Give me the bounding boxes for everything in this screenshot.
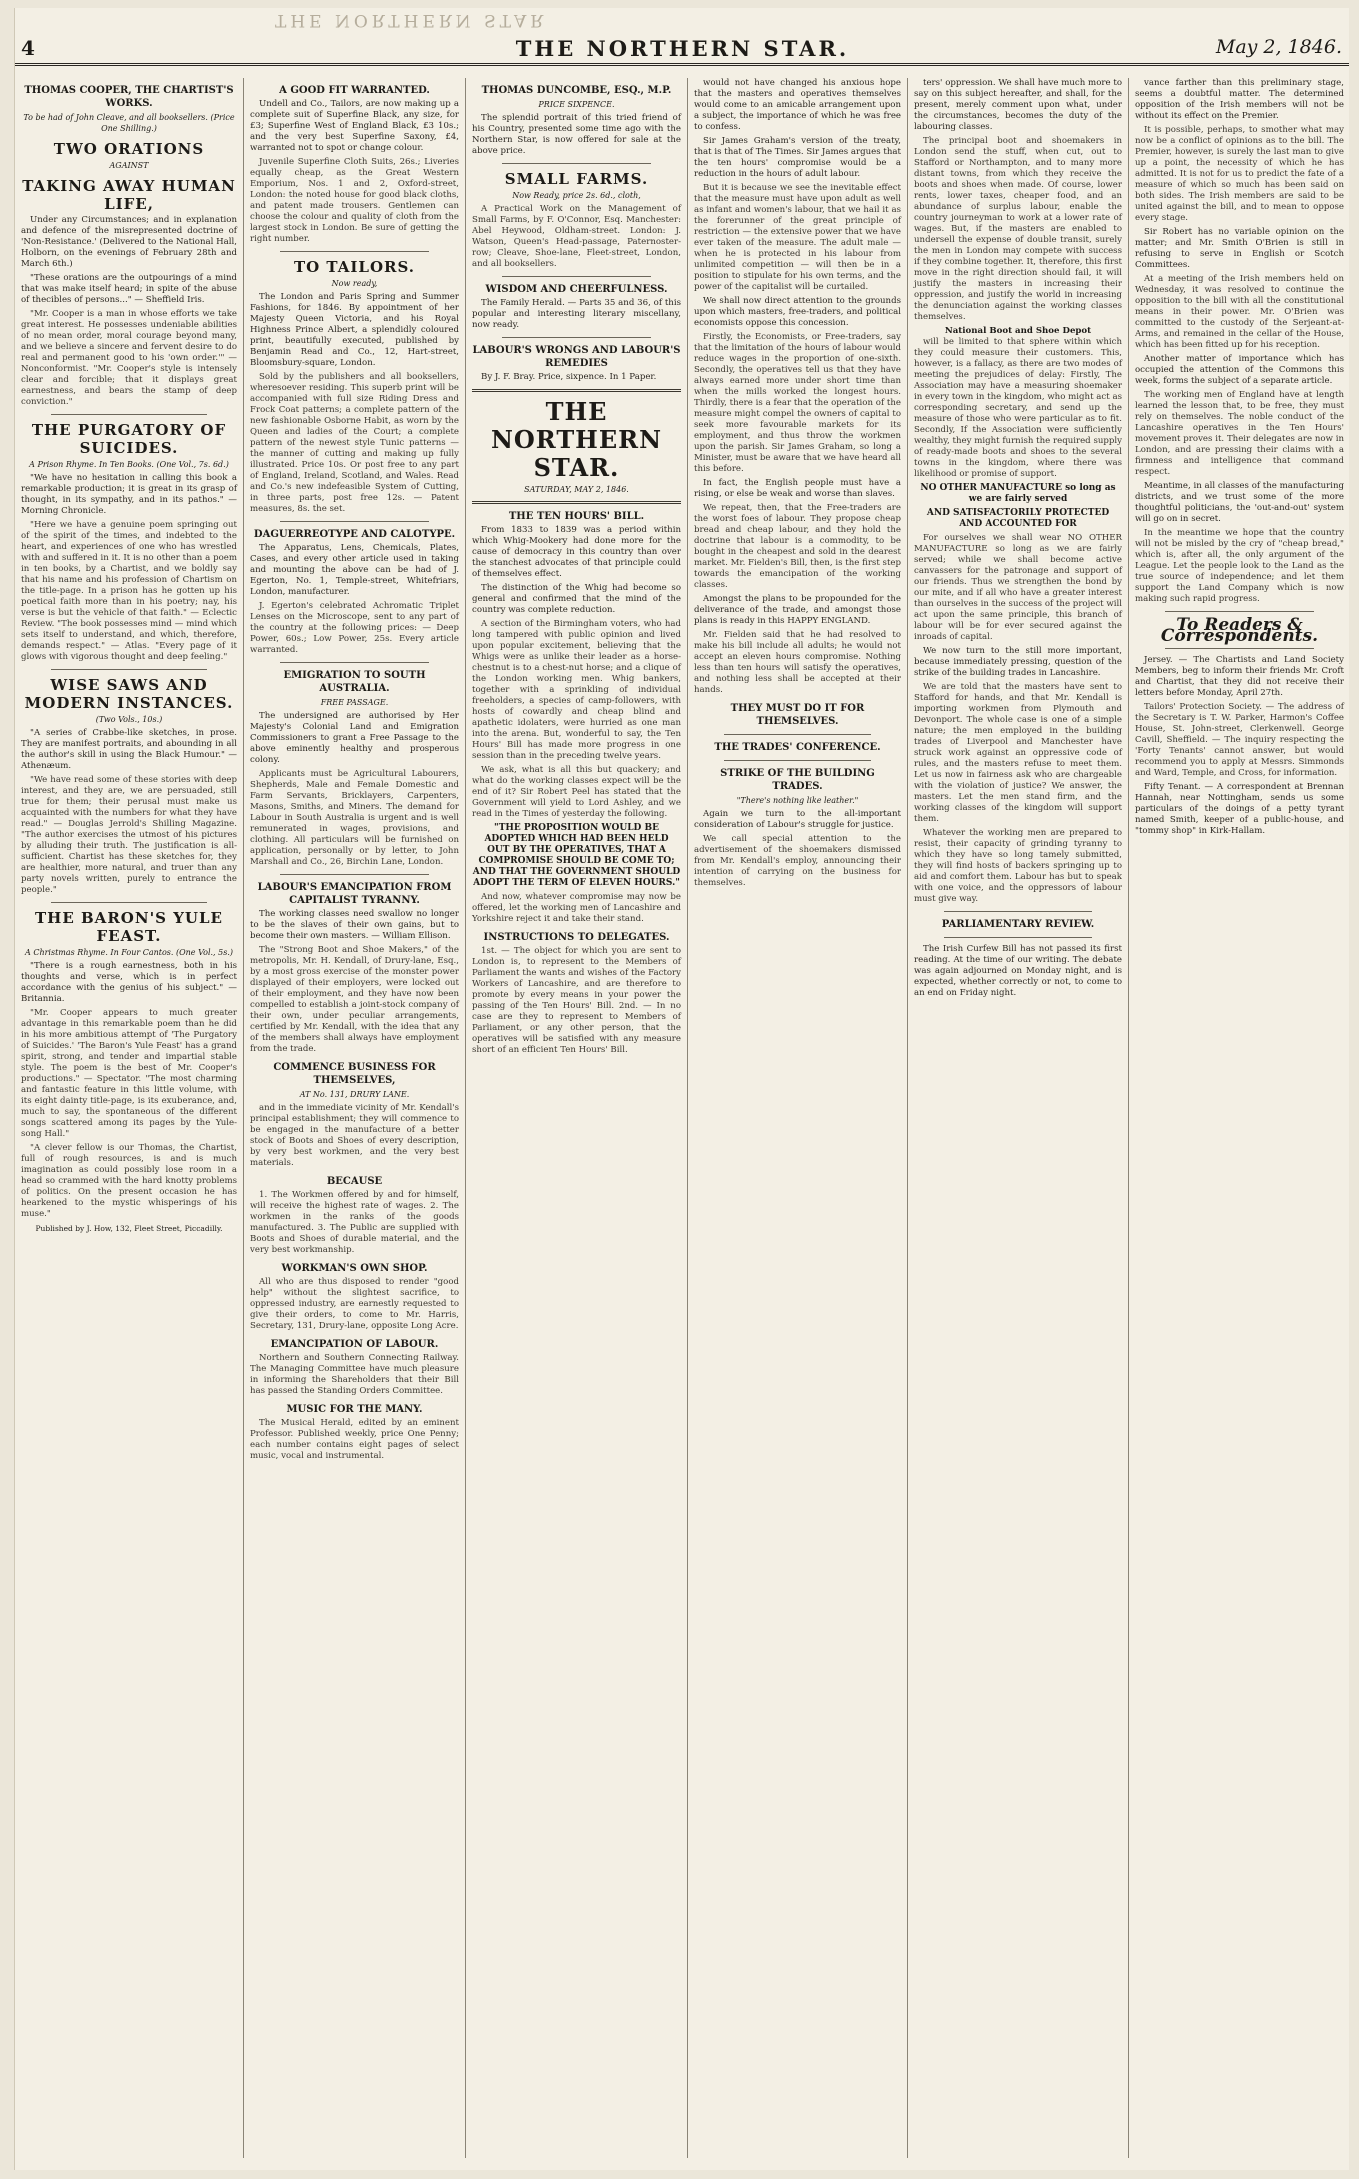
col6-text-4: Meantime, in all classes of the manufacturing districts, and we trust some of the more thoughtful politicians, the 'out-and-out' system will go on in secret. <box>1135 481 1344 524</box>
daguerreotype-heading: DAGUERREOTYPE AND CALOTYPE. <box>253 529 456 540</box>
because-heading: BECAUSE <box>326 1176 383 1187</box>
emigration-text: The undersigned are authorised by Her Majesty's Colonial Land and Emigration Commissioners to grant a Free Passage to the above eminently healthy and prosperous colony. <box>250 711 459 765</box>
masthead <box>472 398 681 495</box>
cooper-works-heading: THOMAS COOPER, THE CHARTIST'S WORKS. <box>24 85 234 109</box>
column-2 <box>243 78 465 2158</box>
music-heading: MUSIC FOR THE MANY. <box>286 1404 423 1415</box>
divider <box>472 389 681 392</box>
filler-text: Firstly, the Economists, or Free-traders, say that the limitation of the hours of labour would reduce wages in the proportion of one-sixth. Secondly, the operatives tell us that they have always earned more under short time than when the mills worked the longest hours. Thirdly, there is a fear that the operation of the measure might compel the owners of capital to seek more favourable markets for its employment, and thus throw the workmen upon the parish. Sir James Graham, so long a Minister, must be aware that we have heard all this before. <box>694 332 901 474</box>
filler-text: And now, whatever compromise may now be offered, let the working men of Lancashire and Yorkshire reject it and take their stand. <box>472 892 681 924</box>
col4-text-5: Amongst the plans to be propounded for the deliverance of the trade, and amongst those plans is ready in this HAPPY ENGLAND. <box>694 594 901 626</box>
col5-text-1: ters' oppression. We shall have much more to say on this subject hereafter, and shall, for the present, merely comment upon what, under the circumstances, becomes the duty of the labouring classes. <box>914 78 1122 132</box>
filler-text: We repeat, then, that the Free-traders are the worst foes of labour. They propose cheap bread and cheap labour, and they hold the doctrine that labour is a commodity, to be bought in the cheapest and sold in the dearest market. Mr. Fielden's Bill, then, is the first step towards the emancipation of the working classes. <box>694 503 901 590</box>
page-number: 4 <box>21 36 35 60</box>
correspondent-jersey: Jersey. — The Chartists and Land Society Members, beg to inform their friends Mr. Croft and Chartist, that they did not receive their letters before Monday, April 27th. <box>1135 655 1344 698</box>
column-6 <box>1128 78 1349 2158</box>
newspaper-page <box>14 8 1349 2170</box>
ten-hours-text-2: The distinction of the Whig had become so general and confirmed that the mind of the country was complete reduction. <box>472 583 681 615</box>
filler-text: We call special attention to the advertisement of the shoemakers dismissed from Mr. Kendall's employ, announcing their intention of carrying on the business for themselves. <box>694 834 901 888</box>
small-farms-heading: SMALL FARMS. <box>504 170 649 188</box>
wise-saws-review: "A series of Crabbe-like sketches, in prose. They are manifest portraits, and abounding in all the author's skill in using the Black Humour." — Athenæum. <box>21 728 237 771</box>
good-fit-text: Undell and Co., Tailors, are now making up a complete suit of Superfine Black, any size, for £3; Superfine West of England Black, £3 10s.; and the very best Superfine Saxony, £4, warranted not to spot or change colour. <box>250 99 459 153</box>
daguerreotype-text: The Apparatus, Lens, Chemicals, Plates, Cases, and every other article used in taking and mounting the above can be had of J. Egerton, No. 1, Temple-street, Whitefriars, London, manufacturer. <box>250 543 459 597</box>
wisdom-text: The Family Herald. — Parts 35 and 36, of this popular and interesting literary miscellany, now ready. <box>472 298 681 330</box>
filler-text: "A clever fellow is our Thomas, the Chartist, full of rough resources, is and is much imagination as could possibly lose room in a head so crammed with the hard knotty problems of politics. On the present occasion he has hearkened to the mystic whisperings of his muse." <box>21 1143 237 1219</box>
filler-text: "Mr. Cooper is a man in whose efforts we take great interest. He possesses undeniable abilities of no mean order, moral courage beyond many, and we believe a sincere and fervent desire to do real and permanent good to his 'own order.'" — Nonconformist. "Mr. Cooper's style is intensely clear and forcible; that it displays great earnestness, and bears the stamp of deep conviction." <box>21 309 237 407</box>
to-tailors-heading: TO TAILORS. <box>293 258 416 276</box>
col4-text-2: Sir James Graham's version of the treaty, that is that of The Times. Sir James argues that the ten hours' compromise would be a reduction in the hours of adult labour. <box>694 136 901 179</box>
filler-text: All who are thus disposed to render "good help" without the slightest sacrifice, to oppressed industry, are earnestly requested to give their orders, to come to Mr. Harris, Secretary, 131, Drury-lane, opposite Long Acre. <box>250 1277 459 1331</box>
against-label: AGAINST <box>109 161 149 170</box>
divider <box>502 276 651 277</box>
emancipation-labour-heading: EMANCIPATION OF LABOUR. <box>270 1339 439 1350</box>
filler-text: The Musical Herald, edited by an eminent Professor. Published weekly, price One Penny; each number contains eight pages of select music, vocal and instrumental. <box>250 1418 459 1461</box>
filler-text: 1. The Workmen offered by and for himself, will receive the highest rate of wages. 2. The workmen in the ranks of the goods manufactured. 3. The Public are supplied with Boots and Shoes of durable material, and the very best workmanship. <box>250 1190 459 1255</box>
filler-text: "Here we have a genuine poem springing out of the spirit of the times, and indebted to the heart, and experiences of one who has wrestled with and suffered in it. It is no other than a poem in ten books, by a Chartist, and we boldly say that his name and his profession of Chartism on the title-page. In a prison has he gotten up his poetical faith more than in his poetry; nay, his verse is but the vehicle of that faith." — Eclectic Review. "The book possesses mind — mind which sets itself to understand, and which, therefore, demands respect." — Atlas. "Every page of it glows with vigorous thought and deep feeling." <box>21 520 237 662</box>
small-farms-sub: Now Ready, price 2s. 6d., cloth, <box>512 191 641 200</box>
column-5 <box>907 78 1128 2158</box>
ten-hours-heading: THE TEN HOURS' BILL. <box>508 511 645 522</box>
strike-heading: STRIKE OF THE BUILDING TRADES. <box>720 768 875 792</box>
two-orations-heading: TWO ORATIONS <box>53 140 205 158</box>
col4-text-1: would not have changed his anxious hope that the masters and operatives themselves would come to an amicable arrangement upon a subject, the importance of which he was free to confess. <box>694 78 901 132</box>
divider <box>1165 648 1314 649</box>
filler-text: 1st. — The object for which you are sent to London is, to represent to the Members of Parliament the wants and wishes of the Factory Workers of Lancashire, and are therefore to promote by every means in your power the passing of the Ten Hours' Bill. 2nd. — In no case are they to represent to Members of Parliament, or any other person, that the operatives will be satisfied with any measure short of an efficient Ten Hours' Bill. <box>472 946 681 1055</box>
correspondents-heading: To Readers & Correspondents. <box>1160 615 1319 646</box>
column-1 <box>15 78 243 2158</box>
filler-text: and in the immediate vicinity of Mr. Kendall's principal establishment; they will commence to be engaged in the manufacture of a better stock of Boots and Shoes of every description, by very best workmen, and the very best materials. <box>250 1103 459 1168</box>
columns <box>15 78 1349 2158</box>
column-3 <box>465 78 687 2158</box>
filler-text: We ask, what is all this but quackery; and what do the working classes expect will be the end of it? Sir Robert Peel has stated that the Government will yield to Lord Ashley, and we read in the Times of yesterday the following. <box>472 765 681 819</box>
divider <box>944 937 1092 938</box>
emigration-sub: FREE PASSAGE. <box>320 698 389 707</box>
labours-wrongs-heading: LABOUR'S WRONGS AND LABOUR'S REMEDIES <box>472 345 681 369</box>
column-4 <box>687 78 907 2158</box>
filler-text: Juvenile Superfine Cloth Suits, 26s.; Liveries equally cheap, as the Great Western Emporium, Nos. 1 and 2, Oxford-street, London: the noted house for good black cloths, and patent made trousers. Gentlemen can choose the colour and quality of cloth from the largest stock in London. Be sure of getting the right number. <box>250 157 459 244</box>
filler-text: The "Strong Boot and Shoe Makers," of the metropolis, Mr. H. Kendall, of Drury-lane, Esq., by a most gross exercise of the monster power displayed of their employers, were locked out of their employment, and they have now been compelled to establish a joint-stock company of their own, under peculiar arrangements, certified by Mr. Kendall, with the idea that any of the members shall always have employment from the trade. <box>250 945 459 1054</box>
col4-text-4: In fact, the English people must have a rising, or else be weak and worse than slaves. <box>694 478 901 499</box>
divider <box>280 521 429 522</box>
filler-text: Tailors' Protection Society. — The address of the Secretary is T. W. Parker, Harmon's Coffee House, St. John-street, Clerkenwell. George Cavill, Sheffield. — The inquiry respecting the 'Forty Tenants' cannot answer, but would recommend you to apply at Messrs. Simmonds and Ward, Temple, and Cross, for information. <box>1135 702 1344 778</box>
divider <box>1165 611 1314 612</box>
yule-feast-review: "There is a rough earnestness, both in his thoughts and verse, which is in perfect accordance with the genius of his subject." — Britannia. <box>21 961 237 1004</box>
masthead-date: SATURDAY, MAY 2, 1846. <box>524 485 629 494</box>
masthead-title: THE NORTHERN STAR. <box>490 397 663 482</box>
strike-text: Again we turn to the all-important consideration of Labour's struggle for justice. <box>694 809 901 830</box>
duncombe-heading: THOMAS DUNCOMBE, ESQ., M.P. <box>481 85 672 96</box>
filler-text: Mr. Fielden said that he had resolved to make his bill include all adults; he would not accept an eleven hours compromise. Nothing less than ten hours will satisfy the operatives, and nothing less shall be accepted at their hands. <box>694 630 901 695</box>
divider <box>51 902 207 903</box>
divider <box>944 911 1092 912</box>
col6-text-2: Sir Robert has no variable opinion on the matter; and Mr. Smith O'Brien is still in refusing to serve in English or Scotch Committees. <box>1135 227 1344 270</box>
commence-business-heading: COMMENCE BUSINESS FOR THEMSELVES, <box>273 1062 436 1086</box>
yule-feast-heading: THE BARON'S YULE FEAST. <box>35 909 223 945</box>
divider <box>724 760 871 761</box>
col6-text-3: Another matter of importance which has occupied the attention of the Commons this week, forms the subject of a separate article. <box>1135 354 1344 386</box>
filler-text: It is possible, perhaps, to smother what may now be a conflict of opinions as to the bill. The Premier, however, is surely the last man to give up a point, the necessity of which he has admitted. It is not for us to predict the fate of a measure of which so much has been said on both sides. The Irish members are said to be united against the bill, and to mean to oppose every stage. <box>1135 125 1344 223</box>
labour-emancipation-text: The working classes need swallow no longer to be the slaves of their own gains, but to become their own masters. — William Ellison. <box>250 909 459 941</box>
filler-text: "We have read some of these stories with deep interest, and they are, we are persuaded, still true for them; their perusal must make us acquainted with the numbers for what they have read." — Douglas Jerrold's Shilling Magazine. "The author exercises the utmost of his pictures by alluding their truth. The justification is all-sufficient. Chartist has these sketches for, they are healthier, more natural, and truer than any party novels written, purely to entrance the people." <box>21 775 237 895</box>
orations-review: "These orations are the outpourings of a mind that was make itself heard; in spite of the abuse of thecibles of persons..." — Sheffield Iris. <box>21 273 237 305</box>
trades-conference-heading: THE TRADES' CONFERENCE. <box>714 742 881 753</box>
wisdom-heading: WISDOM AND CHEERFULNESS. <box>485 284 668 295</box>
to-tailors-text: The London and Paris Spring and Summer Fashions, for 1846. By appointment of her Majesty Queen Victoria, and his Royal Highness Prince Albert, a splendidly coloured print, beautifully executed, published by Benjamin Read and Co., 12, Hart-street, Bloomsbury-square, London. <box>250 292 459 368</box>
strike-sub: "There's nothing like leather." <box>736 796 859 805</box>
filler-text: "Mr. Cooper appears to much greater advantage in this remarkable poem than he did in his more ambitious attempt of 'The Purgatory of Suicides.' 'The Baron's Yule Feast' has a grand spirit, strong, and tender and impartial stable style. The poem is the best of Mr. Cooper's productions." — Spectator. "The most charming and fantastic feature in this little volume, with its eight dainty title-page, is its exuberance, and, much to say, the spontaneous of the different songs scattered among its pages by the Yule-song Hall." <box>21 1008 237 1139</box>
human-life-heading: TAKING AWAY HUMAN LIFE, <box>22 177 236 213</box>
filler-text: A Practical Work on the Management of Small Farms, by F. O'Connor, Esq. Manchester: Abel Heywood, Oldham-street. London: J. Watson, Queen's Head-passage, Paternoster-row; Cleave, Shoe-lane, Fleet-street, London, and all booksellers. <box>472 204 681 269</box>
purgatory-sub: A Prison Rhyme. In Ten Books. (One Vol., 7s. 6d.) <box>29 460 229 469</box>
filler-text: The working men of England have at length learned the lesson that, to be free, they must rely on themselves. The noble conduct of the Lancashire operatives in the Ten Hours' movement proves it. Their delegates are now in London, and are pressing their claims with a firmness and intelligence that command respect. <box>1135 390 1344 477</box>
labour-emancipation-heading: LABOUR'S EMANCIPATION FROM CAPITALIST TYRANNY. <box>257 882 452 906</box>
compromise-quote: "THE PROPOSITION WOULD BE ADOPTED WHICH HAD BEEN HELD OUT BY THE OPERATIVES, THAT A COMPROMISE SHOULD BE COME TO; AND THAT THE GOVERNMENT SHOULD ADOPT THE TERM OF ELEVEN HOURS." <box>472 823 681 888</box>
issue-date: May 2, 1846. <box>1215 36 1342 58</box>
orations-text: Under any Circumstances; and in explanation and defence of the misrepresented doctrine of 'Non-Resistance.' (Delivered to the National Hall, Holborn, on the evenings of February 28th and March 6th.) <box>21 215 237 269</box>
divider <box>51 414 207 415</box>
duncombe-sub: PRICE SIXPENCE. <box>538 100 615 109</box>
divider <box>280 662 429 663</box>
divider <box>280 874 429 875</box>
labours-wrongs-text: By J. F. Bray. Price, sixpence. In 1 Paper. <box>481 372 657 382</box>
commence-business-sub: AT No. 131, DRURY LANE. <box>299 1090 410 1099</box>
workmans-shop-heading: WORKMAN'S OWN SHOP. <box>281 1263 428 1274</box>
protected-accounted: AND SATISFACTORILY PROTECTED AND ACCOUNTED FOR <box>926 508 1110 529</box>
yule-feast-sub: A Christmas Rhyme. In Four Cantos. (One Vol., 5s.) <box>25 948 233 957</box>
wise-saws-sub: (Two Vols., 10s.) <box>95 715 163 724</box>
divider <box>280 251 429 252</box>
themselves-heading: THEY MUST DO IT FOR THEMSELVES. <box>730 703 865 727</box>
divider <box>724 734 871 735</box>
filler-text: In the meantime we hope that the country will not be misled by the cry of "cheap bread," which is, after all, the only argument of the League. Let the people look to the Land as the true source of independence; and let them support the Land Company which is now making such rapid progress. <box>1135 528 1344 604</box>
emigration-heading: EMIGRATION TO SOUTH AUSTRALIA. <box>283 670 426 694</box>
filler-text: We are told that the masters have sent to Stafford for hands, and that Mr. Kendall is importing workmen from Plymouth and Devonport. The whole case is one of a simple nature; the men employed in the building trades of Liverpool and Manchester have struck work against an oppressive code of rules, and the masters refuse to meet them. Let us now in fairness ask who are chargeable with the violation of justice? We answer, the masters. Let the men stand firm, and the working classes of the kingdom will support them. <box>914 682 1122 824</box>
col5-text-3: We now turn to the still more important, because immediately pressing, question of the strike of the building trades in Lancashire. <box>914 646 1122 678</box>
parliamentary-heading: PARLIAMENTARY REVIEW. <box>941 919 1095 930</box>
divider <box>472 501 681 504</box>
divider <box>51 669 207 670</box>
filler-text: Applicants must be Agricultural Labourers, Shepherds, Male and Female Domestic and Farm Servants, Bricklayers, Carpenters, Masons, Smiths, and Miners. The demand for Labour in South Australia is urgent and is well remunerated in wages, provisions, and clothing. All particulars will be furnished on application, personally or by letter, to John Marshall and Co., 26, Birchin Lane, London. <box>250 769 459 867</box>
correspondent-fifty-tenant: Fifty Tenant. — A correspondent at Brennan Hannah, near Nottingham, sends us some particulars of the doings of a petty tyrant named Smith, keeper of a public-house, and "tommy shop" in Kirk-Hallam. <box>1135 782 1344 836</box>
good-fit-heading: A GOOD FIT WARRANTED. <box>279 85 430 96</box>
parliamentary-text: The Irish Curfew Bill has not passed its first reading. At the time of our writing. The debate was again adjourned on Monday night, and is expected, whether correctly or not, to come to an end on Friday night. <box>914 944 1122 998</box>
no-other-manufacture: NO OTHER MANUFACTURE so long as we are fairly served <box>920 483 1116 504</box>
bleed-through-text: THE NORTHERN STAR <box>275 10 548 30</box>
to-tailors-sub: Now ready, <box>331 279 378 288</box>
divider <box>502 163 651 164</box>
filler-text: But it is because we see the inevitable effect that the measure must have upon adult as well as infant and women's labour, that we hail it as the forerunner of the great principle of restriction — the extensive power that we have ever taken of the measure. The adult male — when he is protected in his labour from unlimited competition — will then be in a position to stipulate for his own terms, and the power of the capitalist will be curtailed. <box>694 183 901 292</box>
filler-text: For ourselves we shall wear NO OTHER MANUFACTURE so long as we are fairly served; while we shall become active canvassers for the patronage and support of our friends. Thus we strengthen the bond by our mite, and if all who have a greater interest than ourselves in the success of the project will act upon the same principle, this branch of labour will be for ever secured against the inroads of capital. <box>914 533 1122 642</box>
newspaper-title: THE NORTHERN STAR. <box>515 36 850 61</box>
filler-text: Whatever the working men are prepared to resist, their capacity of grinding tyranny to which they have so long tamely submitted, they will find hosts of backers springing up to aid and comfort them. Labour has but to speak with one voice, and the oppressors of labour must give way. <box>914 828 1122 904</box>
purgatory-heading: THE PURGATORY OF SUICIDES. <box>31 421 227 457</box>
duncombe-text: The splendid portrait of this tried friend of his Country, presented some time ago with the Northern Star, is now offered for sale at the above price. <box>472 113 681 156</box>
divider <box>502 337 651 338</box>
col6-text-1: vance farther than this preliminary stage, seems a doubtful matter. The determined opposition of the Irish members will not be without its effect on the Premier. <box>1135 78 1344 121</box>
filler-text: will be limited to that sphere within which they could measure their customers. This, however, is a fallacy, as there are two modes of meeting the prejudices of delay: Firstly, The Association may have a measuring shoemaker in every town in the kingdom, who might act as corresponding secretary, and send up the measure of those who were particular as to fit. Secondly, If the Association were sufficiently wealthy, they might furnish the required supply of ready-made boots and shoes to the several towns in the kingdom, where there was likelihood or promise of support. <box>914 337 1122 479</box>
filler-text: Northern and Southern Connecting Railway. The Managing Committee have much pleasure in informing the Shareholders that their Bill has passed the Standing Orders Committee. <box>250 1353 459 1396</box>
col4-text-3: We shall now direct attention to the grounds upon which masters, free-traders, and political economists oppose this concession. <box>694 296 901 328</box>
filler-text: A section of the Birmingham voters, who had long tampered with public opinion and lived upon popular excitement, believing that the Whigs were as unlike their leader as a horse-chestnut is to a chest-nut horse; and a clique of the London working men. Whig bankers, together with a sprinkling of individual freeholders, a species of camp-followers, with hosts of cowardly and cheap blind and apathetic idolaters, were hurried as one man into the arena. But, wonderful to say, the Ten Hours' Bill has made more progress in one session than in the preceding twelve years. <box>472 619 681 761</box>
cooper-works-sub: To be had of John Cleave, and all booksellers. (Price One Shilling.) <box>23 113 235 133</box>
purgatory-review: "We have no hesitation in calling this book a remarkable production; it is great in its grasp of thought, in its sympathy, and in its pathos." — Morning Chronicle. <box>21 473 237 516</box>
filler-text: Sold by the publishers and all booksellers, wheresoever residing. This superb print will be accompanied with full size Riding Dress and Frock Coat patterns; a complete pattern of the new fashionable Osborne Habit, as worn by the Queen and ladies of the Court; a complete pattern of the newest style Tunic patterns — the manner of cutting and making up fully illustrated. Price 10s. Or post free to any part of England, Ireland, Scotland, and Wales. Read and Co.'s new indefeasible System of Cutting, in three parts, post free 12s. — Patent measures, 8s. the set. <box>250 372 459 514</box>
filler-text: The principal boot and shoemakers in London send the stuff, when cut, out to Stafford or Northampton, and to many more distant towns, from which they receive the boots and shoes when made. Of course, lower rents, lower taxes, cheaper food, and an abundance of surplus labour, enable the country journeyman to work at a lower rate of wages. But, if the masters are enabled to undersell the expense of double transit, surely the men in London may compete with success if they combine together. It, therefore, this first move in the right direction should fail, it will justify the masters in increasing their oppression, and justify the world in increasing the denunciation against the working classes themselves. <box>914 136 1122 322</box>
ten-hours-text-1: From 1833 to 1839 was a period within which Whig-Mookery had done more for the cause of democracy in this country than over the stanchest advocates of that principle could of themselves effect. <box>472 525 681 579</box>
delegates-heading: INSTRUCTIONS TO DELEGATES. <box>483 932 670 943</box>
filler-text: At a meeting of the Irish members held on Wednesday, it was resolved to continue the opposition to the bill with all the constitutional means in their power. Mr. O'Brien was committed to the custody of the Serjeant-at-Arms, and remained in the cellar of the House, which has been fitted up for his reception. <box>1135 274 1344 350</box>
depot-title: National Boot and Shoe Depot <box>944 326 1092 336</box>
wise-saws-heading: WISE SAWS AND MODERN INSTANCES. <box>24 676 234 712</box>
page-header <box>15 34 1349 66</box>
publisher-line: Published by J. How, 132, Fleet Street, Piccadilly. <box>35 1224 223 1233</box>
filler-text: J. Egerton's celebrated Achromatic Triplet Lenses on the Microscope, sent to any part of the country at the following prices: — Deep Power, 60s.; Low Power, 25s. Every article warranted. <box>250 601 459 655</box>
